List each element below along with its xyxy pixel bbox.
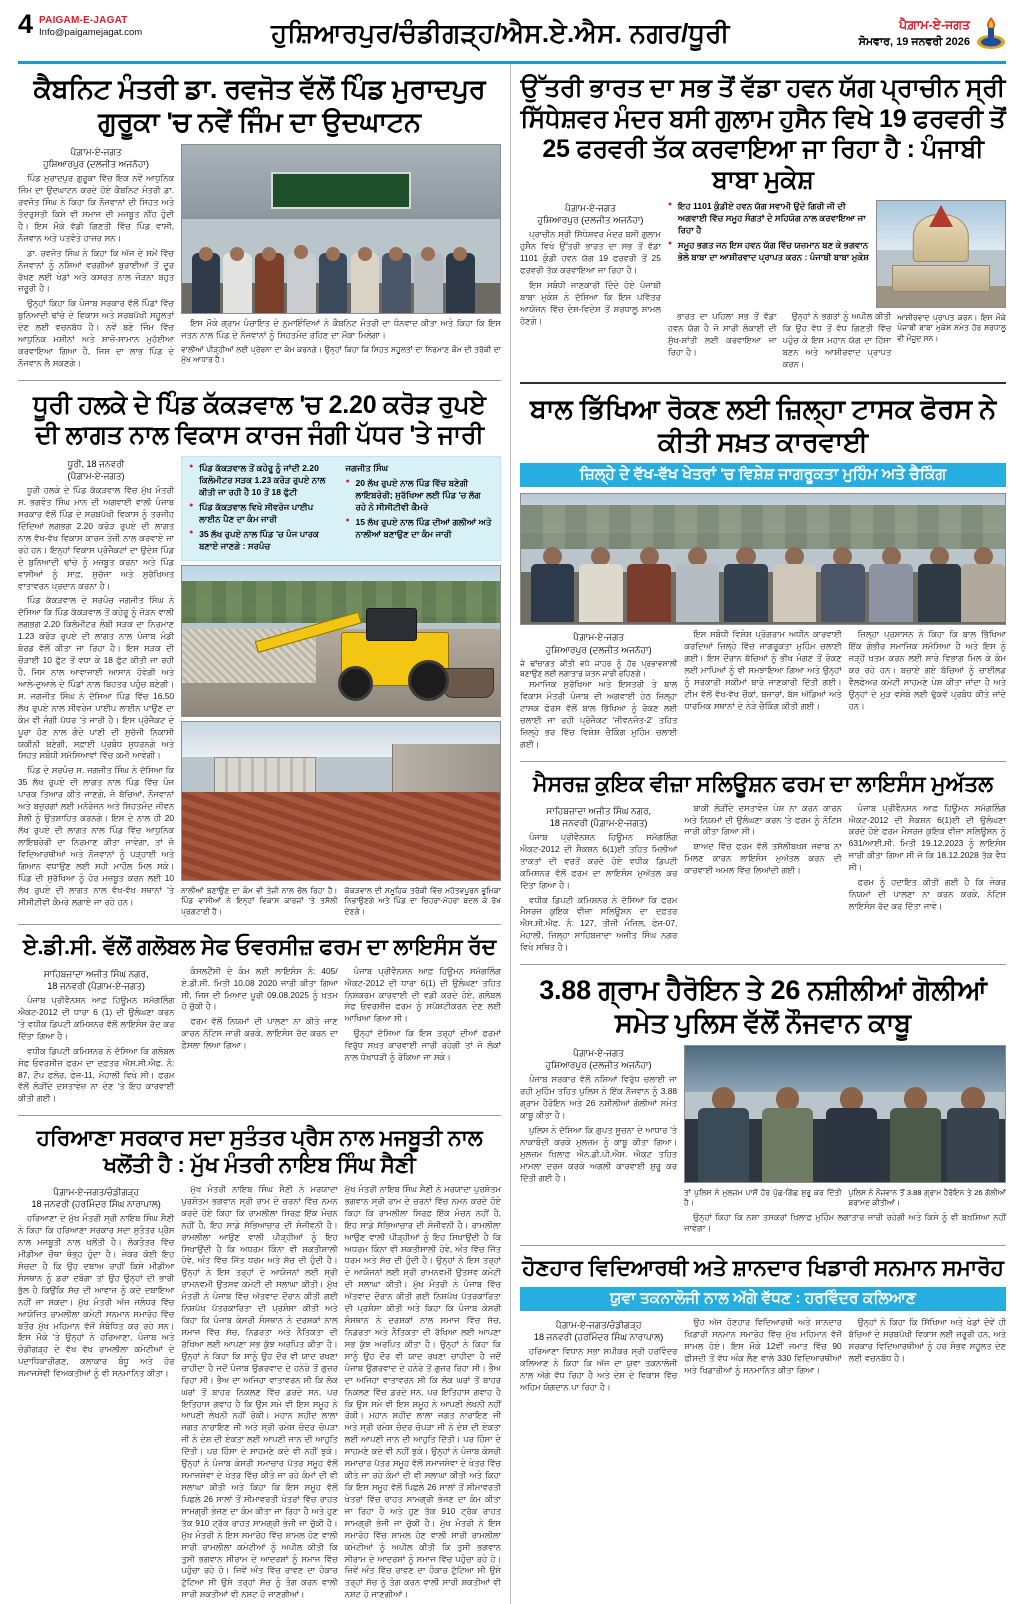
story4-col1 xyxy=(18,1184,174,1604)
paragraph: ਪੰਜਾਬ ਪ੍ਰੀਵੈਨਸ਼ਨ ਆਫ਼ ਹਿਊਮਨ ਸਮੱਗਲਿੰਗ ਐਕਟ-2012 ਦੀ ਧਾਰਾ 6(1) ਦੀ ਉਲੰਘਣਾ ਤਹਿਤ ਨਿਸ਼ਕਰਮ ਕਾਰਵਾਈ ਦੀ ਵਡੀ ਕਰਦੇ ਹੋਏ, ਗਲੋਬਲ ਸੇਫ ਓਵਰਸੀਜ਼ ਫਰਮ ਨੂੰ ਸਪੱਸ਼ਟੀਕਰਨ ਦੇਣ ਲਈ ਆਖਿਆ ਗਿਆ ਸੀ। xyxy=(344,965,501,1024)
story2-byline xyxy=(18,458,174,482)
paragraph: ਸਮਾਜਿਕ ਸੁਰੱਖਿਆ ਅਤੇ ਇਸਤਰੀ ਤੇ ਬਾਲ ਵਿਕਾਸ ਮੰਤਰੀ ਪੰਜਾਬ ਦੀ ਅਗਵਾਈ ਹੇਠ ਜ਼ਿਲ੍ਹਾ ਟਾਸਕ ਫੋਰਸ ਵੱਲੋਂ ਬਾਲ ਭਿੱਖਿਆ ਨੂੰ ਰੋਕਣ ਲਈ ਚਲਾਈ ਜਾ ਰਹੀ ਪ੍ਰੋਜੈਕਟ 'ਜੀਵਨਜੋਤ-2' ਤਹਿਤ ਜ਼ਿਲ੍ਹੇ ਭਰ ਵਿੱਚ ਵਿਸ਼ੇਸ਼ ਚੈਕਿੰਗ ਮੁਹਿੰਮ ਚਲਾਈ ਗਈ। xyxy=(520,679,678,749)
paragraph: ਮੁੱਖ ਮੰਤਰੀ ਨਾਇਬ ਸਿੰਘ ਸੈਣੀ ਨੇ ਮਰਯਾਦਾ ਪੁਰਸ਼ੋਤਮ ਭਗਵਾਨ ਸ੍ਰੀ ਰਾਮ ਦੇ ਚਰਨਾਂ ਵਿੱਚ ਨਮਨ ਕਰਦੇ ਹੋਏ ਕਿਹਾ ਕਿ ਰਾਮਲੀਲਾ ਸਿਰਫ਼ ਇੱਕ ਮੰਚਨ ਨਹੀਂ ਹੈ, ਇਹ ਸਾਡੇ ਸੱਭਿਆਚਾਰ ਦੀ ਸੰਜੀਵਨੀ ਹੈ। ਰਾਮਲੀਲਾ ਆਉਣ ਵਾਲੀ ਪੀੜ੍ਹੀਆਂ ਨੂੰ ਇਹ ਸਿਖਾਉਂਦੀ ਹੈ ਕਿ ਅਧਰਮ ਕਿੰਨਾ ਵੀ ਸ਼ਕਤੀਸ਼ਾਲੀ ਹੋਵੇ, ਅੰਤ ਵਿੱਚ ਜਿੱਤ ਧਰਮ ਅਤੇ ਸੱਚ ਦੀ ਹੁੰਦੀ ਹੈ। ਉਨ੍ਹਾਂ ਨੇ ਇਸ ਤਰ੍ਹਾਂ ਦੇ ਆਯੋਜਨਾਂ ਲਈ ਸ੍ਰੀ ਰਾਮਨਵਮੀ ਉਤਸਵ ਕਮੇਟੀ ਦੀ ਸਲਾਘਾ ਕੀਤੀ। ਮੁੱਖ ਮੰਤਰੀ ਨੇ ਪੰਜਾਬ ਵਿੱਚ ਅੱਤਵਾਦ ਦੌਰਾਨ ਕੀਤੀ ਗਈ ਨਿਸ਼ਪੱਖ ਪੱਤਰਕਾਰਿਤਾ ਦੀ ਪ੍ਰਸ਼ੰਸਾ ਕੀਤੀ ਅਤੇ ਕਿਹਾ ਕਿ ਪੰਜਾਬ ਕੇਸਰੀ ਸੰਸਥਾਨ ਨੇ ਦਰਸ਼ਕਾਂ ਨਾਲ ਸਮਾਜ ਵਿੱਚ ਸੱਚ, ਨਿਡਰਤਾ ਅਤੇ ਨੈਤਿਕਤਾ ਦੀ ਰੱਖਿਆ ਲਈ ਆਪਣਾ ਸਭ ਕੁੱਝ ਅਰਪਿਤ ਕੀਤਾ ਹੈ। ਉਨ੍ਹਾਂ ਨੇ ਕਿਹਾ ਕਿ ਸਾਨੂੰ ਉਹ ਦੌਰ ਵੀ ਯਾਦ ਰਖਣਾ ਚਾਹੀਦਾ ਹੈ ਜਦੋਂ ਪੰਜਾਬ ਉਗਰਵਾਦ ਦੇ ਹਨੇਰੇ ਤੋਂ ਗੁਜ਼ਰ ਰਿਹਾ ਸੀ। ਭੈਅ ਦਾ ਅਜਿਹਾ ਵਾਤਾਵਰਨ ਸੀ ਕਿ ਲੋਕ ਘਰਾਂ ਤੋਂ ਬਾਹਰ ਨਿਕਲਣ ਵਿੱਚ ਡਰਦੇ ਸਨ, ਪਰ ਇਤਿਹਾਸ ਗਵਾਹ ਹੈ ਕਿ ਉਸ ਸਮੇ ਵੀ ਇਸ ਸਮੂਹ ਨੇ ਆਪਣੀ ਲੇਖਨੀ ਨਹੀਂ ਰੋਕੀ। ਮਹਾਨ ਸ਼ਹੀਦ ਲਾਲਾ ਜਗਤ ਨਾਰਾਇਣ ਜੀ ਅਤੇ ਸ੍ਰੀ ਰਮੇਸ਼ ਚੰਦਰ ਚੋਪੜਾ ਜੀ ਨੇ ਦੇਸ਼ ਦੀ ਏਕਤਾ ਲਈ ਆਪਣੀ ਜਾਨ ਦੀ ਆਹੁਤਿ ਦਿੱਤੀ। ਪਰ ਹਿੰਸਾ ਦੇ ਸਾਹਮਣੇ ਕਦੇ ਵੀ ਨਹੀਂ ਝੁਕੇ। ਉਨ੍ਹਾਂ ਨੇ ਪੰਜਾਬ ਕੇਸਰੀ ਸਮਾਚਾਰ ਪੱਤਰ ਸਮੂਹ ਵੱਲੋਂ ਸਮਾਜਸੇਵਾ ਦੇ ਖੇਤਰ ਵਿੱਚ ਕੀਤੇ ਜਾ ਰਹੇ ਕੰਮਾਂ ਦੀ ਵੀ ਸਲਾਘਾ ਕੀਤੀ ਅਤੇ ਕਿਹਾ ਕਿ ਇਸ ਸਮੂਹ ਵੱਲੋਂ ਪਿਛਲੇ 26 ਸਾਲਾਂ ਤੋਂ ਸੀਮਾਵਰਤੀ ਖੇਤਰਾਂ ਵਿੱਚ ਰਾਹਤ ਸਾਮਗ੍ਰੀ ਭੇਜਣ ਦਾ ਕੰਮ ਕੀਤਾ ਜਾ ਰਿਹਾ ਹੈ ਅਤੇ ਹੁਣ ਤੱਕ 910 ਟ੍ਰੱਕ ਰਾਹਤ ਸਾਮਗ੍ਰੀ ਭੇਜੀ ਜਾ ਚੁੱਕੀ ਹੈ। ਮੁੱਖ ਮੰਤਰੀ ਨੇ ਇਸ ਸਮਾਰੋਹ ਵਿੱਚ ਸ਼ਾਮਲ ਹੋਣ ਵਾਲੀ ਸਾਰੀ ਰਾਮਲੀਲਾ ਕਮੇਟੀਆਂ ਨੂੰ ਅਪੀਲ ਕੀਤੀ ਕਿ ਤੁਸੀ ਭਗਵਾਨ ਸੀਰਾਮ ਦੇ ਆਦਰਸ਼ਾਂ ਨੂੰ ਸਮਾਜ ਵਿੱਚ ਪਹੁੰਚਾ ਰਹੇ ਹੋ। ਜਿਵੇਂ ਅੰਤ ਵਿੱਚ ਰਾਵਣ ਦਾ ਹੰਕਾਰ ਟੁੱਟਿਆ ਸੀ ਉਸੇ ਤਰ੍ਹਾਂ ਸੱਚ ਨੂੰ ਤੰਗ ਕਰਨ ਵਾਲੀ ਸਾਰੀ ਸ਼ਕਤੀਆਂ ਵੀ ਨਸ਼ਟ ਹੋ ਜਾਣਗੀਆਂ। xyxy=(344,1183,501,1600)
paragraph: ਫਰਮ ਨੂੰ ਹਦਾਇਤ ਕੀਤੀ ਗਈ ਹੈ ਕਿ ਜੇਕਰ ਨਿਯਮਾਂ ਦੀ ਪਾਲਣਾ ਨਾ ਕਰਨ ਕਰਕੇ, ਨੋਟਿਸ ਲਾਇਸੰਸ ਰੱਦ ਕਰ ਦਿੱਤਾ ਜਾਵੇ। xyxy=(848,877,1006,911)
masthead-right xyxy=(859,12,1006,50)
story9-col1 xyxy=(520,1317,677,1397)
story4-headline: ਹਰਿਆਣਾ ਸਰਕਾਰ ਸਦਾ ਸੁਤੰਤਰ ਪ੍ਰੈਸ ਨਾਲ ਮਜਬੂਤੀ ਨਾਲ ਖਲੋਂਤੀ ਹੈ : ਮੁੱਖ ਮੰਤਰੀ ਨਾਇਬ ਸਿੰਘ ਸੈਣੀ xyxy=(36,1125,483,1178)
story5-bottom-row xyxy=(668,311,1006,374)
paragraph: ਇਸ ਸਬੰਧੀ ਜਾਣਕਾਰੀ ਦਿੰਦੇ ਹੋਏ ਪੰਜਾਬੀ ਬਾਬਾ ਮੁਕੇਸ਼ ਨੇ ਦੱਸਿਆ ਕਿ ਇਸ ਪਵਿੱਤਰ ਆਯੋਜਨ ਵਿੱਚ ਦੇਸ਼-ਵਿਦੇਸ਼ ਤੋਂ ਸ਼ਰਧਾਲੂ ਸ਼ਾਮਲ ਹੋਣਗੇ। xyxy=(520,279,661,326)
story6-caption: ਜੇ ਢਾਂਚਾਗਤ ਕੀਤੀ ਵਧੇ ਜਾਹਰ ਨੂੰ ਹੋਰ ਪ੍ਰਭਾਵਸ਼ਾਲੀ ਬਣਾਉਣ ਲਈ ਲਗਾਤਾਰ ਯਤਨ ਜਾਰੀ ਰਹਿਣਗੇ। xyxy=(520,658,678,679)
list-item: ● 15 ਲੱਖ ਰੁਪਏ ਨਾਲ ਪਿੰਡ ਦੀਆਂ ਗਲੀਆਂ ਅਤੇ ਨਾਲੀਆਂ ਬਣਾਉਣ ਦਾ ਕੰਮ ਜਾਰੀ xyxy=(346,516,493,540)
story3-byline-1: ਸਾਹਿਬਜ਼ਾਦਾ ਅਜੀਤ ਸਿੰਘ ਨਗਰ, xyxy=(43,968,149,979)
brand-email: Info@paigamejagat.com xyxy=(39,27,143,38)
story7-headline: ਮੈਸਰਜ਼ ਕੁਇਕ ਵੀਜ਼ਾ ਸਲਿਊਸ਼ਨ ਫਰਮ ਦਾ ਲਾਇਸੰਸ ਮੁਅੱਤਲ xyxy=(533,770,993,796)
inauguration-group-photo xyxy=(181,144,501,314)
story7-byline xyxy=(520,805,677,829)
story2-caption-right: ਕੱਕੜਵਾਲ ਦੀ ਸਮੂਹਿਕ ਤਰੱਕੀ ਵਿੱਚ ਮਹੱਤਵਪੂਰਨ ਭੂਮਿਕਾ ਨਿਭਾਉਣਗੇ ਅਤੇ ਪਿੰਡ ਦਾ ਚਿਹਰਾ-ਮੋਹਰਾ ਬਦਲ ਕੇ ਰੱਖ ਦੇਣਗੇ। xyxy=(344,886,501,916)
masthead-right-text xyxy=(859,18,970,49)
story3-byline-2: 18 ਜਨਵਰੀ (ਪੈਗ਼ਾਮ-ਏ-ਜਗਤ) xyxy=(47,980,145,991)
story8-caption-left: ਤਾਂ ਪੁਲਿਸ ਨੇ ਮੁਲਜ਼ਮ ਪਾਸੋਂ ਹੋਰ ਪੁੱਛ-ਗਿੱਛ ਸ਼ੁਰੂ ਕਰ ਦਿੱਤੀ ਹੈ। xyxy=(684,1188,842,1208)
paragraph: ਉਨ੍ਹਾਂ ਨੇ ਕਿਹਾ ਕਿ ਸਿੱਖਿਆ ਅਤੇ ਖੇਡਾਂ ਦੋਵੇਂ ਹੀ ਬੱਚਿਆਂ ਦੇ ਸਰਬਪੱਖੀ ਵਿਕਾਸ ਲਈ ਜ਼ਰੂਰੀ ਹਨ, ਅਤੇ ਸਰਕਾਰ ਵਿਦਿਆਰਥੀਆਂ ਨੂੰ ਹਰ ਸੰਭਵ ਸਹੂਲਤ ਦੇਣ ਲਈ ਵਚਨਬੱਧ ਹੈ। xyxy=(848,1317,1006,1363)
story8-col1 xyxy=(520,1045,677,1238)
list-item: ● ਇਹ 1101 ਕੁੰਡੀਏ ਹਵਨ ਯੱਗ ਸਵਾਮੀ ਉਦੇ ਗਿਰੀ ਜੀ ਦੀ ਅਗਵਾਈ ਵਿੱਚ ਸਮੂਹ ਸੰਗਤਾਂ ਦੇ ਸਹਿਯੋਗ ਨਾਲ ਕਰਵਾਇਆ ਜਾ ਰਿਹਾ ਹੈ xyxy=(668,200,870,236)
story6-headline: ਬਾਲ ਭਿੱਖਿਆ ਰੋਕਣ ਲਈ ਜ਼ਿਲ੍ਹਾ ਟਾਸਕ ਫੋਰਸ ਨੇ ਕੀਤੀ ਸਖ਼ਤ ਕਾਰਵਾਈ xyxy=(530,393,996,457)
paragraph: ਉਨ੍ਹਾਂ ਕਿਹਾ ਕਿ ਪੰਜਾਬ ਸਰਕਾਰ ਵੱਲੋਂ ਪਿੰਡਾਂ ਵਿੱਚ ਬੁਨਿਆਦੀ ਢਾਂਚੇ ਦੇ ਵਿਕਾਸ ਅਤੇ ਸਰਬਪੱਖੀ ਸਹੂਲਤਾਂ ਦੇਣ ਲਈ ਵਚਨਬੱਧ ਹੈ। ਨਵੇਂ ਬਣੇ ਜਿੰਮ ਵਿੱਚ ਆਧੁਨਿਕ ਮਸ਼ੀਨਾਂ ਅਤੇ ਸਾਜ਼ੋ-ਸਾਮਾਨ ਮੁਹੱਈਆ ਕਰਵਾਇਆ ਗਿਆ ਹੈ, ਜਿਸ ਦਾ ਲਾਭ ਪਿੰਡ ਦੇ ਨੌਜਵਾਨ ਲੈ ਸਕਣਗੇ। xyxy=(18,298,175,368)
story8-byline-2: ਹੁਸ਼ਿਆਰਪੁਰ (ਦਲਜੀਤ ਅਜਨੋਹਾ) xyxy=(545,1060,652,1071)
left-column xyxy=(18,64,510,1604)
right-column xyxy=(510,64,1006,1604)
paragraph: ਪਿੰਡ ਦੇ ਸਰਪੰਚ ਸ. ਜਗਜੀਤ ਸਿੰਘ ਨੇ ਦੱਸਿਆ ਕਿ 35 ਲੱਖ ਰੁਪਏ ਦੀ ਲਾਗਤ ਨਾਲ ਪਿੰਡ ਵਿੱਚ ਪੰਜ ਪਾਰਕ ਤਿਆਰ ਕੀਤੇ ਜਾਣਗੇ, ਜੋ ਬੱਚਿਆਂ, ਨੌਜਵਾਨਾਂ ਅਤੇ ਬਜ਼ੁਰਗਾਂ ਲਈ ਮਨੋਰੰਜਨ ਅਤੇ ਸਿਹਤਮੰਦ ਜੀਵਨ ਸ਼ੈਲੀ ਨੂੰ ਉਤਸ਼ਾਹਿਤ ਕਰਨਗੇ। ਇਸ ਦੇ ਨਾਲ ਹੀ 20 ਲੱਖ ਰੁਪਏ ਦੀ ਲਾਗਤ ਨਾਲ ਪਿੰਡ ਵਿੱਚ ਆਧੁਨਿਕ ਲਾਇਬਰੇਰੀ ਦਾ ਨਿਰਮਾਣ ਕੀਤਾ ਜਾਵੇਗਾ, ਤਾਂ ਜੋ ਵਿਦਿਆਰਥੀਆਂ ਅਤੇ ਨੌਜਵਾਨਾਂ ਨੂੰ ਪੜ੍ਹਾਈ ਅਤੇ ਗਿਆਨ ਵਧਾਉਣ ਲਈ ਸਹੀ ਮਾਹੌਲ ਮਿਲ ਸਕੇ। ਪਿੰਡ ਦੀ ਸੁਰੱਖਿਆ ਨੂੰ ਹੋਰ ਮਜ਼ਬੂਤ ਕਰਨ ਲਈ 10 ਲੱਖ ਰੁਪਏ ਦੀ ਲਾਗਤ ਨਾਲ ਵੱਖ-ਵੱਖ ਸਥਾਨਾਂ 'ਤੇ ਸੀਸੀਟੀਵੀ ਕੈਮਰੇ ਲਗਾਏ ਜਾ ਰਹੇ ਹਨ। xyxy=(18,765,175,907)
brand-name: PAIGAM-E-JAGAT xyxy=(39,15,128,26)
logo-wordmark: ਪੈਗ਼ਾਮ-ਏ-ਜਗਤ xyxy=(899,17,970,32)
divider xyxy=(18,924,501,925)
story2-bullets-left xyxy=(189,462,336,555)
divider xyxy=(18,380,501,381)
paragraph: ਹਰਿਆਣਾ ਵਿਧਾਨ ਸਭਾ ਸਪੀਕਰ ਸ੍ਰੀ ਹਰਵਿੰਦਰ ਕਲਿਆਣ ਨੇ ਕਿਹਾ ਕਿ ਅੱਜ ਦਾ ਯੁਵਾ ਤਕਨਾਲੋਜੀ ਨਾਲ ਅੱਗੇ ਵੱਧ ਰਿਹਾ ਹੈ ਅਤੇ ਦੇਸ਼ ਦੇ ਵਿਕਾਸ ਵਿੱਚ ਅਹਿਮ ਯੋਗਦਾਨ ਪਾ ਰਿਹਾ ਹੈ। xyxy=(520,1346,678,1393)
paragraph: ਪੰਜਾਬ ਸਰਕਾਰ ਵੱਲੋਂ ਨਸ਼ਿਆਂ ਵਿਰੁੱਧ ਚਲਾਈ ਜਾ ਰਹੀ ਮੁਹਿੰਮ ਤਹਿਤ ਪੁਲਿਸ ਨੇ ਇੱਕ ਨੌਜਵਾਨ ਨੂੰ 3.88 ਗ੍ਰਾਮ ਹੈਰੋਇਨ ਅਤੇ 26 ਨਸ਼ੀਲੀਆਂ ਗੋਲੀਆਂ ਸਮੇਤ ਕਾਬੂ ਕੀਤਾ ਹੈ। xyxy=(520,1074,678,1121)
story7-col1 xyxy=(520,803,677,958)
paragraph: ਹਰਿਆਣਾ ਦੇ ਮੁੱਖ ਮੰਤਰੀ ਸ੍ਰੀ ਨਾਇਬ ਸਿੰਘ ਸੈਣੀ ਨੇ ਕਿਹਾ ਕਿ ਹਰਿਆਣਾ ਸਰਕਾਰ ਸਦਾ ਸੁਤੰਤਰ ਪ੍ਰੈਸ ਨਾਲ ਮਜਬੂਤੀ ਨਾਲ ਖਲੋਂਤੀ ਹੈ। ਲੋਕਤੰਤਰ ਵਿੱਚ ਮੀਡੀਆ ਚੌਥਾ ਥੰਭ੍ਹ ਹੁੰਦਾ ਹੈ। ਜੇਕਰ ਕੋਈ ਇਹ ਸੋਚਦਾ ਹੈ ਕਿ ਉਹ ਦਬਾਅ ਰਾਹੀਂ ਕਿਸੇ ਮੀਡੀਆ ਸੰਸਥਾਨ ਨੂੰ ਡਰਾ ਦਬੋਗਾ ਤਾਂ ਉਹ ਉਨ੍ਹਾਂ ਦੀ ਭਾਰੀ ਭੁੱਲ ਹੈ ਕਿਉਂਕਿ ਸੱਚ ਦੀ ਆਵਾਜ਼ ਨੂੰ ਕਦੇ ਦਬਾਇਆ ਨਹੀਂ ਜਾ ਸਕਦਾ। ਮੁੱਖ ਮੰਤਰੀ ਅੱਜ ਜਲੰਧਰ ਵਿੱਚ ਆਯੋਜਿਤ ਰਾਮਲੀਲਾ ਕਮੇਟੀ ਸਨਮਾਨ ਸਮਾਰੋਹ ਵਿੱਚ ਬਤੌਰ ਮੁੱਖ ਮਹਿਮਾਨ ਵੱਜੋਂ ਸੰਬੋਧਿਤ ਕਰ ਰਹੇ ਸਨ। ਇਸ ਮੌਕੇ 'ਤੇ ਉਨ੍ਹਾਂ ਨੇ ਹਰਿਆਣਾ, ਪੰਜਾਬ ਅਤੇ ਚੰਡੀਗੜ੍ਹ ਦੇ ਵੱਖ ਵੱਖ ਰਾਮਲੀਲਾ ਕਮੇਟੀਆਂ ਦੇ ਪਦਾਧਿਕਾਰੀਗਣ, ਕਲਾਕਾਰ ਬੰਧੂ ਅਤੇ ਹੋਰ ਸਮਾਜਸੇਵੀ ਵਿਅਕਤੀਆਂ ਨੂੰ ਵੀ ਸਨਮਾਨਿਤ ਕੀਤਾ। xyxy=(18,1213,175,1379)
siddheshwar-temple-photo xyxy=(876,200,1006,308)
story5-media-col xyxy=(668,200,1006,374)
story9-byline xyxy=(520,1319,677,1343)
page-columns xyxy=(18,64,1006,1604)
story3-headline: ਏ.ਡੀ.ਸੀ. ਵੱਲੋਂ ਗਲੋਬਲ ਸੇਫ ਓਵਰਸੀਜ਼ ਫਰਮ ਦਾ ਲਾਇਸੰਸ ਰੱਦ xyxy=(22,933,497,959)
paragraph: ਪੰਜਾਬ ਪ੍ਰੀਵੈਨਸ਼ਨ ਆਫ਼ ਹਿਊਮਨ ਸਮੱਗਲਿੰਗ ਐਕਟ-2012 ਦੀ ਸੈਕਸ਼ਨ 6(1)ਈ ਦੀ ਉਲੰਘਣਾ ਕਰਦੇ ਹੋਏ ਫਰਮ ਮੈਸਰਜ਼ ਕੁਇਕ ਵੀਜ਼ਾ ਸਲਿਊਸ਼ਨ ਨੂੰ 631/ਆਈ.ਸੀ. ਮਿਤੀ 19.12.2023 ਨੂੰ ਲਾਇਸੰਸ ਜਾਰੀ ਕੀਤਾ ਗਿਆ ਸੀ ਜੋ ਕਿ 18.12.2028 ਤੱਕ ਵੈਧ ਸੀ। xyxy=(848,802,1006,873)
divider xyxy=(18,1115,501,1116)
story5-caption: ਆਸ਼ੀਰਵਾਦ ਪ੍ਰਾਪਤ ਕਰਨ। ਇਸ ਮੌਕੇ ਪੰਜਾਬੀ ਬਾਬਾ ਮੁਕੇਸ਼ ਸਮੇਤ ਹੋਰ ਸ਼ਰਧਾਲੂ ਵੀ ਮੌਜੂਦ ਸਨ। xyxy=(897,313,1006,343)
paragraph: ਜ਼ਿਲ੍ਹਾ ਪ੍ਰਸ਼ਾਸਨ ਨੇ ਕਿਹਾ ਕਿ ਬਾਲ ਭਿੱਖਿਆ ਇੱਕ ਗੰਭੀਰ ਸਮਾਜਿਕ ਸਮੱਸਿਆ ਹੈ ਅਤੇ ਇਸ ਨੂੰ ਜੜ੍ਹੋਂ ਖ਼ਤਮ ਕਰਨ ਲਈ ਸਾਰੇ ਵਿਭਾਗ ਮਿਲ ਕੇ ਕੰਮ ਕਰ ਰਹੇ ਹਨ। ਬਚਾਏ ਗਏ ਬੱਚਿਆਂ ਨੂੰ ਚਾਈਲਡ ਵੈਲਫੇਅਰ ਕਮੇਟੀ ਸਾਹਮਣੇ ਪੇਸ਼ ਕੀਤਾ ਜਾਂਦਾ ਹੈ ਅਤੇ ਉਨ੍ਹਾਂ ਦੇ ਮੁੜ ਵਸੇਬੇ ਲਈ ਢੁੱਕਵੇਂ ਪ੍ਰਬੰਧ ਕੀਤੇ ਜਾਂਦੇ ਹਨ। xyxy=(848,629,1006,712)
divider xyxy=(520,761,1006,762)
story4-body xyxy=(18,1184,501,1604)
paragraph: ਭਾਰਤ ਦਾ ਪਹਿਲਾ ਸਭ ਤੋਂ ਵੱਡਾ ਹਵਨ ਯੱਗ ਹੈ ਜੋ ਸਾਰੀ ਲੋਕਾਈ ਦੀ ਸੁੱਖ-ਸ਼ਾਂਤੀ ਲਈ ਕਰਵਾਇਆ ਜਾ ਰਿਹਾ ਹੈ। xyxy=(667,311,777,357)
list-item: ● 20 ਲੱਖ ਰੁਪਏ ਨਾਲ ਪਿੰਡ ਵਿੱਚ ਬਣੇਗੀ ਲਾਇਬਰੇਰੀ; ਸੁਰੱਖਿਆ ਲਈ ਪਿੰਡ 'ਚ ਲੱਗ ਰਹੇ ਨੇ ਸੀਸੀਟੀਵੀ ਕੈਮਰੇ xyxy=(346,477,493,513)
paragraph: ਫਰਮ ਵੱਲੋਂ ਨਿਯਮਾਂ ਦੀ ਪਾਲਣਾ ਨਾ ਕੀਤੇ ਜਾਣ ਕਾਰਨ ਨੋਟਿਸ ਜਾਰੀ ਕਰਕੇ, ਲਾਇਸੰਸ ਰੱਦ ਕਰਨ ਦਾ ਫ਼ੈਸਲਾ ਲਿਆ ਗਿਆ। xyxy=(181,1016,338,1051)
paragraph: ਬਾਕੀ ਲੋੜੀਂਦੇ ਦਸਤਾਵੇਜ਼ ਪੇਸ਼ ਨਾ ਕਰਨ ਕਾਰਨ ਅਤੇ ਨਿਯਮਾਂ ਦੀ ਉਲੰਘਣਾ ਕਰਨ 'ਤੇ ਫਰਮ ਨੂੰ ਨੋਟਿਸ ਜਾਰੀ ਕੀਤਾ ਗਿਆ ਸੀ। xyxy=(684,802,842,837)
story8-byline xyxy=(520,1047,677,1071)
story4-byline-1: ਪੈਗ਼ਾਮ-ਏ-ਜਗਤ/ਚੰਡੀਗੜ੍ਹ xyxy=(53,1186,140,1197)
story1-col1 xyxy=(18,144,174,373)
story2-captions xyxy=(181,884,501,917)
divider xyxy=(520,964,1006,965)
story5-top-row xyxy=(668,200,1006,308)
story4-col3 xyxy=(345,1184,501,1604)
story6-subhead-band: ਜ਼ਿਲ੍ਹੇ ਦੇ ਵੱਖ-ਵੱਖ ਖੇਤਰਾਂ 'ਚ ਵਿਸ਼ੇਸ਼ ਜਾਗਰੂਕਤਾ ਮੁਹਿੰਮ ਅਤੇ ਚੈਕਿੰਗ xyxy=(520,463,1006,487)
paragraph: ਪੰਜਾਬ ਪ੍ਰੀਵੈਨਸ਼ਨ ਆਫ਼ ਹਿਊਮਨ ਸਮੱਗਲਿੰਗ ਐਕਟ-2012 ਦੀ ਧਾਰਾ 6 (1) ਦੀ ਉਲੰਘਣਾ ਕਰਨ 'ਤੇ ਵਧੀਕ ਡਿਪਟੀ ਕਮਿਸ਼ਨਰ ਵੱਲੋਂ ਲਾਇਸੰਸ ਰੱਦ ਕਰ ਦਿੱਤਾ ਗਿਆ ਹੈ। xyxy=(18,994,175,1041)
story2-body xyxy=(18,456,501,917)
list-item: ● ਪਿੰਡ ਕੱਕੜਵਾਲ ਵਿਖੇ ਸੀਵਰੇਜ ਪਾਈਪ ਲਾਈਨ ਪੈਣ ਦਾ ਕੰਮ ਜਾਰੀ xyxy=(189,501,336,525)
divider xyxy=(520,1245,1006,1246)
story7-col3 xyxy=(849,803,1006,958)
paragraph: ਕੰਸਲਟੈਂਸੀ ਦੇ ਕੰਮ ਲਈ ਲਾਇਸੰਸ ਨੰ: 405/ਏ.ਡੀ.ਸੀ. ਮਿਤੀ 10.08 2020 ਜਾਰੀ ਕੀਤਾ ਗਿਆ ਸੀ, ਜਿਸ ਦੀ ਮਿਆਦ ਪੂਰੀ 09.08.2025 ਨੂੰ ਖ਼ਤਮ ਹੋ ਚੁੱਕੀ ਹੈ। xyxy=(181,965,338,1012)
story1-photo-col xyxy=(181,144,501,373)
paragraph: ਪ੍ਰਾਚੀਨ ਸ੍ਰੀ ਸਿੱਧੇਸ਼ਵਰ ਮੰਦਰ ਬਸੀ ਗੁਲਾਮ ਹੁਸੈਨ ਵਿਖੇ ਉੱਤਰੀ ਭਾਰਤ ਦਾ ਸਭ ਤੋਂ ਵੱਡਾ 1101 ਕੁੰਡੀ ਹਵਨ ਯੱਗ 19 ਫਰਵਰੀ ਤੋਂ 25 ਫਰਵਰੀ ਤੱਕ ਕਰਵਾਇਆ ਜਾ ਰਿਹਾ ਹੈ। xyxy=(520,229,661,276)
story7-byline-2: 18 ਜਨਵਰੀ (ਪੈਗ਼ਾਮ-ਏ-ਜਗਤ) xyxy=(549,817,648,828)
story2-headline: ਧੂਰੀ ਹਲਕੇ ਦੇ ਪਿੰਡ ਕੱਕੜਵਾਲ 'ਚ 2.20 ਕਰੋੜ ਰੁਪਏ ਦੀ ਲਾਗਤ ਨਾਲ ਵਿਕਾਸ ਕਾਰਜ ਜੰਗੀ ਪੱਧਰ 'ਤੇ ਜਾਰੀ xyxy=(33,390,486,450)
masthead xyxy=(18,0,1006,58)
story1-byline-1: ਪੈਗ਼ਾਮ-ਏ-ਜਗਤ xyxy=(70,146,122,157)
paragraph: ਮੁੱਖ ਮੰਤਰੀ ਨਾਇਬ ਸਿੰਘ ਸੈਣੀ ਨੇ ਮਰਯਾਦਾ ਪੁਰਸ਼ੋਤਮ ਭਗਵਾਨ ਸ੍ਰੀ ਰਾਮ ਦੇ ਚਰਨਾਂ ਵਿੱਚ ਨਮਨ ਕਰਦੇ ਹੋਏ ਕਿਹਾ ਕਿ ਰਾਮਲੀਲਾ ਸਿਰਫ਼ ਇੱਕ ਮੰਚਨ ਨਹੀਂ ਹੈ, ਇਹ ਸਾਡੇ ਸੱਭਿਆਚਾਰ ਦੀ ਸੰਜੀਵਨੀ ਹੈ। ਰਾਮਲੀਲਾ ਆਉਣ ਵਾਲੀ ਪੀੜ੍ਹੀਆਂ ਨੂੰ ਇਹ ਸਿਖਾਉਂਦੀ ਹੈ ਕਿ ਅਧਰਮ ਕਿੰਨਾ ਵੀ ਸ਼ਕਤੀਸ਼ਾਲੀ ਹੋਵੇ, ਅੰਤ ਵਿੱਚ ਜਿੱਤ ਧਰਮ ਅਤੇ ਸੱਚ ਦੀ ਹੁੰਦੀ ਹੈ। ਉਨ੍ਹਾਂ ਨੇ ਇਸ ਤਰ੍ਹਾਂ ਦੇ ਆਯੋਜਨਾਂ ਲਈ ਸ੍ਰੀ ਰਾਮਨਵਮੀ ਉਤਸਵ ਕਮੇਟੀ ਦੀ ਸਲਾਘਾ ਕੀਤੀ। ਮੁੱਖ ਮੰਤਰੀ ਨੇ ਪੰਜਾਬ ਵਿੱਚ ਅੱਤਵਾਦ ਦੌਰਾਨ ਕੀਤੀ ਗਈ ਨਿਸ਼ਪੱਖ ਪੱਤਰਕਾਰਿਤਾ ਦੀ ਪ੍ਰਸ਼ੰਸਾ ਕੀਤੀ ਅਤੇ ਕਿਹਾ ਕਿ ਪੰਜਾਬ ਕੇਸਰੀ ਸੰਸਥਾਨ ਨੇ ਦਰਸ਼ਕਾਂ ਨਾਲ ਸਮਾਜ ਵਿੱਚ ਸੱਚ, ਨਿਡਰਤਾ ਅਤੇ ਨੈਤਿਕਤਾ ਦੀ ਰੱਖਿਆ ਲਈ ਆਪਣਾ ਸਭ ਕੁੱਝ ਅਰਪਿਤ ਕੀਤਾ ਹੈ। ਉਨ੍ਹਾਂ ਨੇ ਕਿਹਾ ਕਿ ਸਾਨੂੰ ਉਹ ਦੌਰ ਵੀ ਯਾਦ ਰਖਣਾ ਚਾਹੀਦਾ ਹੈ ਜਦੋਂ ਪੰਜਾਬ ਉਗਰਵਾਦ ਦੇ ਹਨੇਰੇ ਤੋਂ ਗੁਜ਼ਰ ਰਿਹਾ ਸੀ। ਭੈਅ ਦਾ ਅਜਿਹਾ ਵਾਤਾਵਰਨ ਸੀ ਕਿ ਲੋਕ ਘਰਾਂ ਤੋਂ ਬਾਹਰ ਨਿਕਲਣ ਵਿੱਚ ਡਰਦੇ ਸਨ, ਪਰ ਇਤਿਹਾਸ ਗਵਾਹ ਹੈ ਕਿ ਉਸ ਸਮੇ ਵੀ ਇਸ ਸਮੂਹ ਨੇ ਆਪਣੀ ਲੇਖਨੀ ਨਹੀਂ ਰੋਕੀ। ਮਹਾਨ ਸ਼ਹੀਦ ਲਾਲਾ ਜਗਤ ਨਾਰਾਇਣ ਜੀ ਅਤੇ ਸ੍ਰੀ ਰਮੇਸ਼ ਚੰਦਰ ਚੋਪੜਾ ਜੀ ਨੇ ਦੇਸ਼ ਦੀ ਏਕਤਾ ਲਈ ਆਪਣੀ ਜਾਨ ਦੀ ਆਹੁਤਿ ਦਿੱਤੀ। ਪਰ ਹਿੰਸਾ ਦੇ ਸਾਹਮਣੇ ਕਦੇ ਵੀ ਨਹੀਂ ਝੁਕੇ। ਉਨ੍ਹਾਂ ਨੇ ਪੰਜਾਬ ਕੇਸਰੀ ਸਮਾਚਾਰ ਪੱਤਰ ਸਮੂਹ ਵੱਲੋਂ ਸਮਾਜਸੇਵਾ ਦੇ ਖੇਤਰ ਵਿੱਚ ਕੀਤੇ ਜਾ ਰਹੇ ਕੰਮਾਂ ਦੀ ਵੀ ਸਲਾਘਾ ਕੀਤੀ ਅਤੇ ਕਿਹਾ ਕਿ ਇਸ ਸਮੂਹ ਵੱਲੋਂ ਪਿਛਲੇ 26 ਸਾਲਾਂ ਤੋਂ ਸੀਮਾਵਰਤੀ ਖੇਤਰਾਂ ਵਿੱਚ ਰਾਹਤ ਸਾਮਗ੍ਰੀ ਭੇਜਣ ਦਾ ਕੰਮ ਕੀਤਾ ਜਾ ਰਿਹਾ ਹੈ ਅਤੇ ਹੁਣ ਤੱਕ 910 ਟ੍ਰੱਕ ਰਾਹਤ ਸਾਮਗ੍ਰੀ ਭੇਜੀ ਜਾ ਚੁੱਕੀ ਹੈ। ਮੁੱਖ ਮੰਤਰੀ ਨੇ ਇਸ ਸਮਾਰੋਹ ਵਿੱਚ ਸ਼ਾਮਲ ਹੋਣ ਵਾਲੀ ਸਾਰੀ ਰਾਮਲੀਲਾ ਕਮੇਟੀਆਂ ਨੂੰ ਅਪੀਲ ਕੀਤੀ ਕਿ ਤੁਸੀ ਭਗਵਾਨ ਸੀਰਾਮ ਦੇ ਆਦਰਸ਼ਾਂ ਨੂੰ ਸਮਾਜ ਵਿੱਚ ਪਹੁੰਚਾ ਰਹੇ ਹੋ। ਜਿਵੇਂ ਅੰਤ ਵਿੱਚ ਰਾਵਣ ਦਾ ਹੰਕਾਰ ਟੁੱਟਿਆ ਸੀ ਉਸੇ ਤਰ੍ਹਾਂ ਸੱਚ ਨੂੰ ਤੰਗ ਕਰਨ ਵਾਲੀ ਸਾਰੀ ਸ਼ਕਤੀਆਂ ਵੀ ਨਸ਼ਟ ਹੋ ਜਾਣਗੀਆਂ। xyxy=(181,1183,338,1600)
story6-byline-2: ਹੁਸ਼ਿਆਰਪੁਰ (ਦਲਜੀਤ ਅਜਨੋਹਾ) xyxy=(545,644,652,655)
story2-bullets-right xyxy=(346,462,493,555)
list-item-head: ਜਗਜੀਤ ਸਿੰਘ xyxy=(345,462,389,473)
village-street-rubble-photo xyxy=(181,721,501,881)
paragraph: ਡਾ. ਰਵਜੋਤ ਸਿੰਘ ਨੇ ਕਿਹਾ ਕਿ ਅੱਜ ਦੇ ਸਮੇਂ ਵਿੱਚ ਨੌਜਵਾਨਾਂ ਨੂੰ ਨਸ਼ਿਆਂ ਵਰਗੀਆਂ ਬੁਰਾਈਆਂ ਤੋਂ ਦੂਰ ਰੱਖਣ ਲਈ ਖੇਡਾਂ ਅਤੇ ਕਸਰਤ ਨਾਲ ਜੋੜਨਾ ਬਹੁਤ ਜ਼ਰੂਰੀ ਹੈ। xyxy=(18,247,175,294)
torch-logo-icon xyxy=(976,16,1006,50)
story1-body xyxy=(18,144,501,373)
story8-photo-col xyxy=(684,1045,1006,1238)
police-officers-press-photo xyxy=(684,1045,1006,1183)
masthead-brand-block xyxy=(39,12,142,38)
story-gym-inauguration xyxy=(18,73,501,373)
story5-byline xyxy=(520,202,661,226)
paragraph: ਪੁਲਿਸ ਨੇ ਦੱਸਿਆ ਕਿ ਗੁਪਤ ਸੂਚਨਾ ਦੇ ਆਧਾਰ 'ਤੇ ਨਾਕਾਬੰਦੀ ਕਰਕੇ ਮੁਲਜ਼ਮ ਨੂੰ ਕਾਬੂ ਕੀਤਾ ਗਿਆ। ਮੁਲਜ਼ਮ ਖ਼ਿਲਾਫ਼ ਐਨ.ਡੀ.ਪੀ.ਐਸ. ਐਕਟ ਤਹਿਤ ਮਾਮਲਾ ਦਰਜ ਕਰਕੇ ਅਗਲੀ ਕਾਰਵਾਈ ਸ਼ੁਰੂ ਕਰ ਦਿੱਤੀ ਗਈ ਹੈ। xyxy=(520,1124,678,1183)
story6-col1 xyxy=(520,629,677,753)
story4-col2 xyxy=(181,1184,337,1604)
story-child-begging-taskforce xyxy=(520,393,1006,754)
paragraph: ਵਧੀਕ ਡਿਪਟੀ ਕਮਿਸ਼ਨਰ ਨੇ ਦੱਸਿਆ ਕਿ ਫਰਮ ਮੈਸਰਜ਼ ਕੁਇਕ ਵੀਜ਼ਾ ਸਲਿਊਸ਼ਨ ਦਾ ਦਫ਼ਤਰ ਐਸ.ਸੀ.ਐਫ. ਨੰ: 127, ਤੀਜੀ ਮੰਜ਼ਿਲ, ਫੇਜ਼-07, ਮੋਹਾਲੀ, ਜ਼ਿਲ੍ਹਾ ਸਾਹਿਬਜ਼ਾਦਾ ਅਜੀਤ ਸਿੰਘ ਨਗਰ ਵਿਖੇ ਸਥਿਤ ਹੈ। xyxy=(520,894,678,953)
story9-subhead-band: ਯੁਵਾ ਤਕਨਾਲੋਜੀ ਨਾਲ ਅੱਗੇ ਵੱਧਣ : ਹਰਵਿੰਦਰ ਕਲਿਆਣ xyxy=(520,1287,1006,1311)
story4-byline-2: 18 ਜਨਵਰੀ (ਹਰਮਿੰਦਰ ਸਿੰਘ ਨਾਰਾਪਾਲ) xyxy=(31,1199,161,1210)
story-haryana-cm-press xyxy=(18,1125,501,1604)
story6-body xyxy=(520,629,1006,753)
story8-headline: 3.88 ਗ੍ਰਾਮ ਹੈਰੋਇਨ ਤੇ 26 ਨਸ਼ੀਲੀਆਂ ਗੋਲੀਆਂ ਸਮੇਤ ਪੁਲਿਸ ਵੱਲੋਂ ਨੌਜਵਾਨ ਕਾਬੂ xyxy=(539,975,987,1039)
story6-byline xyxy=(520,631,677,655)
story-heroin-seizure xyxy=(520,974,1006,1238)
paragraph: ਪਿੰਡ ਮੁਰਾਦਪੁਰ ਗੁਰੂਕਾ ਵਿੱਚ ਇਕ ਨਵੇਂ ਆਧੁਨਿਕ ਜਿੰਮ ਦਾ ਉਦਘਾਟਨ ਕਰਦੇ ਹੋਏ ਕੈਬਨਿਟ ਮੰਤਰੀ ਡਾ. ਰਵਜੋਤ ਸਿੰਘ ਨੇ ਕਿਹਾ ਕਿ ਨੌਜਵਾਨਾਂ ਦੀ ਸਿਹਤ ਅਤੇ ਤੰਦਰੁਸਤੀ ਕਿਸੇ ਵੀ ਸਮਾਜ ਦੀ ਮਜਬੂਤ ਨੀਂਹ ਹੁੰਦੀ ਹੈ। ਇਸ ਮੌਕੇ ਵੱਡੀ ਗਿਣਤੀ ਵਿੱਚ ਪਿੰਡ ਵਾਸੀ, ਨੌਜਵਾਨ ਅਤੇ ਪਤਵੰਤੇ ਹਾਜ਼ਰ ਸਨ। xyxy=(18,173,175,243)
story8-caption-right: ਪੁਲਿਸ ਨੇ ਨੌਜਵਾਨ ਤੋਂ 3.88 ਗ੍ਰਾਮ ਹੈਰੋਇਨ ਤੇ 26 ਗੋਲੀਆਂ ਬਰਾਮਦ ਕੀਤੀਆਂ। xyxy=(848,1188,1007,1208)
paragraph: ਧੂਰੀ ਹਲਕੇ ਦੇ ਪਿੰਡ ਕੱਕੜਵਾਲ ਵਿੱਚ ਮੁੱਖ ਮੰਤਰੀ ਸ. ਭਗਵੰਤ ਸਿੰਘ ਮਾਨ ਦੀ ਅਗਵਾਈ ਵਾਲੀ ਪੰਜਾਬ ਸਰਕਾਰ ਵੱਲੋਂ ਪਿੰਡ ਦੇ ਸਰਬਪੱਖੀ ਵਿਕਾਸ ਨੂੰ ਤਰਜੀਹ ਦਿੰਦਿਆਂ ਲਗਭਗ 2.20 ਕਰੋੜ ਰੁਪਏ ਦੀ ਲਾਗਤ ਨਾਲ ਵੱਖ-ਵੱਖ ਵਿਕਾਸ ਕਾਰਜ ਤੇਜ਼ੀ ਨਾਲ ਕਰਵਾਏ ਜਾ ਰਹੇ ਹਨ। ਇਨ੍ਹਾਂ ਵਿਕਾਸ ਪ੍ਰੋਜੈਕਟਾਂ ਦਾ ਉਦੇਸ਼ ਪਿੰਡ ਦੇ ਬੁਨਿਆਦੀ ਢਾਂਚੇ ਨੂੰ ਮਜ਼ਬੂਤ ਕਰਨਾ ਅਤੇ ਪਿੰਡ ਵਾਸੀਆਂ ਨੂੰ ਸਾਫ਼, ਸੁਚੱਜਾ ਅਤੇ ਸੁਰੱਖਿਅਤ ਵਾਤਾਵਰਨ ਪ੍ਰਦਾਨ ਕਰਨਾ ਹੈ। xyxy=(18,485,175,591)
story5-headline: ਉੱਤਰੀ ਭਾਰਤ ਦਾ ਸਭ ਤੋਂ ਵੱਡਾ ਹਵਨ ਯੱਗ ਪ੍ਰਾਚੀਨ ਸ੍ਰੀ ਸਿੱਧੇਸ਼ਵਰ ਮੰਦਰ ਬਸੀ ਗੁਲਾਮ ਹੁਸੈਨ ਵਿਖੇ 19 ਫਰਵਰੀ ਤੋਂ 25 ਫਰਵਰੀ ਤੱਕ ਕਰਵਾਇਆ ਜਾ ਰਿਹਾ ਹੈ : ਪੰਜਾਬੀ ਬਾਬਾ ਮੁਕੇਸ਼ xyxy=(520,74,1006,194)
paragraph: ਪੰਜਾਬ ਪ੍ਰੀਵੈਨਸ਼ਨ ਹਿਊਮਨ ਸਮੱਗਲਿੰਗ ਐਕਟ-2012 ਦੀ ਸੈਕਸ਼ਨ 6(1)ਈ ਤਹਿਤ ਮਿਲੀਆਂ ਤਾਕਤਾਂ ਦੀ ਵਰਤੋਂ ਕਰਦੇ ਹੋਏ ਵਧੀਕ ਡਿਪਟੀ ਕਮਿਸ਼ਨਰ ਵੱਲੋਂ ਫਰਮ ਦਾ ਲਾਇਸੰਸ ਮੁਅੱਤਲ ਕਰ ਦਿੱਤਾ ਗਿਆ ਹੈ। xyxy=(520,831,678,890)
story2-byline-1: ਧੂਰੀ, 18 ਜਨਵਰੀ xyxy=(67,458,125,469)
story-student-athlete-awards xyxy=(520,1255,1006,1397)
story3-col1 xyxy=(18,966,174,1109)
story9-byline-2: 18 ਜਨਵਰੀ (ਹਰਮਿੰਦਰ ਸਿੰਘ ਨਾਰਾਪਾਲ) xyxy=(534,1332,664,1343)
list-item: ● 35 ਲੱਖ ਰੁਪਏ ਨਾਲ ਪਿੰਡ 'ਚ ਪੰਜ ਪਾਰਕ ਬਣਾਏ ਜਾਣਗੇ : ਸਰਪੰਚ xyxy=(189,528,336,552)
story9-headline: ਹੋਣਹਾਰ ਵਿਦਿਆਰਥੀ ਅਤੇ ਸ਼ਾਨਦਾਰ ਖਿਡਾਰੀ ਸਨਮਾਨ ਸਮਾਰੋਹ xyxy=(522,1255,1004,1281)
story9-col3 xyxy=(849,1317,1006,1397)
publication-date: ਸੋਮਵਾਰ, 19 ਜਨਵਰੀ 2026 xyxy=(858,35,970,48)
edition-title: ਹੁਸ਼ਿਆਰਪੁਰ/ਚੰਡੀਗੜ੍ਹ/ਐਸ.ਏ.ਐਸ. ਨਗਰ/ਧੂਰੀ xyxy=(271,18,730,48)
story1-byline-2: ਹੁਸ਼ਿਆਰਪੁਰ (ਦਲਜੀਤ ਅਜਨੋਹਾ) xyxy=(43,159,149,170)
story3-byline xyxy=(18,968,174,992)
story1-caption: ਵਾਲੀਆਂ ਪੀੜ੍ਹੀਆਂ ਲਈ ਪ੍ਰੇਰਨਾ ਦਾ ਕੰਮ ਕਰਨਗੇ। ਉਨ੍ਹਾਂ ਕਿਹਾ ਕਿ ਸਿਹਤ ਸਹੂਲਤਾਂ ਦਾ ਨਿਰਮਾਣ ਕੌਮ ਦੀ ਤਰੱਕੀ ਦਾ ਮੁੱਖ ਆਧਾਰ ਹੈ। xyxy=(181,344,501,364)
story3-col3 xyxy=(345,966,501,1109)
story5-bullets xyxy=(668,200,870,308)
story2-caption-left: ਨਾਲੀਆਂ ਬਣਾਉਣ ਦਾ ਕੰਮ ਵੀ ਤੇਜ਼ੀ ਨਾਲ ਚੱਲ ਰਿਹਾ ਹੈ। ਪਿੰਡ ਵਾਸੀਆਂ ਨੇ ਇਨ੍ਹਾਂ ਵਿਕਾਸ ਕਾਰਜਾਂ 'ਤੇ ਤਸੱਲੀ ਪ੍ਰਗਟਾਈ ਹੈ। xyxy=(181,886,338,916)
story8-byline-1: ਪੈਗ਼ਾਮ-ਏ-ਜਗਤ xyxy=(573,1048,625,1058)
story2-byline-2: (ਪੈਗ਼ਾਮ-ਏ-ਜਗਤ) xyxy=(67,471,125,482)
paragraph: ਉਹ ਅੱਜ ਹੋਣਹਾਰ ਵਿਦਿਆਰਥੀ ਅਤੇ ਸ਼ਾਨਦਾਰ ਖਿਡਾਰੀ ਸਨਮਾਨ ਸਮਾਰੋਹ ਵਿੱਚ ਮੁੱਖ ਮਹਿਮਾਨ ਵੱਜੋਂ ਸ਼ਾਮਲ ਹੋਏ। ਇਸ ਮੌਕੇ 12ਵੀਂ ਜਮਾਤ ਵਿੱਚ 90 ਫੀਸਦੀ ਤੋਂ ਵੱਧ ਅੰਕ ਲੈਣ ਵਾਲੇ 330 ਵਿਦਿਆਰਥੀਆਂ ਅਤੇ ਖਿਡਾਰੀਆਂ ਨੂੰ ਸਨਮਾਨਿਤ ਕੀਤਾ ਗਿਆ। xyxy=(684,1317,842,1375)
page-number: 4 xyxy=(18,9,34,39)
story7-col2 xyxy=(684,803,841,958)
story-kakarwal-development xyxy=(18,390,501,917)
story3-body xyxy=(18,966,501,1109)
paragraph: ਉਨ੍ਹਾਂ ਦੱਸਿਆ ਕਿ ਇਸ ਤਰ੍ਹਾਂ ਦੀਆਂ ਫਰਮਾਂ ਵਿਰੁੱਧ ਸਖ਼ਤ ਕਾਰਵਾਈ ਜਾਰੀ ਰਹੇਗੀ ਤਾਂ ਜੋ ਲੋਕਾਂ ਨਾਲ ਧੋਖਾਧੜੀ ਨੂੰ ਰੋਕਿਆ ਜਾ ਸਕੇ। xyxy=(344,1028,501,1063)
paragraph: ਇਸ ਮੌਕੇ ਗ੍ਰਾਮ ਪੰਚਾਇਤ ਦੇ ਨੁਮਾਇੰਦਿਆਂ ਨੇ ਕੈਬਨਿਟ ਮੰਤਰੀ ਦਾ ਧੰਨਵਾਦ ਕੀਤਾ ਅਤੇ ਕਿਹਾ ਕਿ ਇਸ ਜਤਨ ਨਾਲ ਪਿੰਡ ਦੇ ਨੌਜਵਾਨਾਂ ਨੂੰ ਸਿਹਤਮੰਦ ਰਹਿਣ ਦਾ ਮੌਕਾ ਮਿਲੇਗਾ। xyxy=(181,317,501,340)
story5-byline-1: ਪੈਗ਼ਾਮ-ਏ-ਜਗਤ xyxy=(564,203,616,213)
story2-media-col xyxy=(181,456,501,917)
jcb-road-construction-photo xyxy=(181,565,501,717)
story-global-safe-overseas xyxy=(18,934,501,1108)
paragraph: ਉਨ੍ਹਾਂ ਨੇ ਭਗਤਾਂ ਨੂੰ ਅਪੀਲ ਕੀਤੀ ਕਿ ਉਹ ਵੱਧ ਤੋਂ ਵੱਧ ਗਿਣਤੀ ਵਿੱਚ ਪਹੁੰਚ ਕੇ ਇਸ ਮਹਾਨ ਯੱਗ ਦਾ ਹਿੱਸਾ ਬਣਨ ਅਤੇ ਆਸ਼ੀਰਵਾਦ ਪ੍ਰਾਪਤ ਕਰਨ। xyxy=(782,311,892,369)
story7-body xyxy=(520,803,1006,958)
story6-col2 xyxy=(684,629,841,753)
paragraph: ਇਸ ਸਬੰਧੀ ਵਿਸ਼ੇਸ਼ ਪ੍ਰੋਗਰਾਮ ਅਧੀਨ ਕਾਰਵਾਈ ਕਰਦਿਆਂ ਜ਼ਿਲ੍ਹੇ ਵਿੱਚ ਜਾਗਰੂਕਤਾ ਮੁਹਿੰਮ ਚਲਾਈ ਗਈ। ਇਸ ਦੌਰਾਨ ਬੱਚਿਆਂ ਨੂੰ ਭੀਖ ਮੰਗਣ ਤੋਂ ਰੋਕਣ ਲਈ ਮਾਪਿਆਂ ਨੂੰ ਵੀ ਸਮਝਾਇਆ ਗਿਆ ਅਤੇ ਉਨ੍ਹਾਂ ਨੂੰ ਸਰਕਾਰੀ ਸਕੀਮਾਂ ਬਾਰੇ ਜਾਣਕਾਰੀ ਦਿੱਤੀ ਗਈ। ਟੀਮ ਵੱਲੋਂ ਵੱਖ-ਵੱਖ ਚੌਕਾਂ, ਬਜ਼ਾਰਾਂ, ਬੱਸ ਅੱਡਿਆਂ ਅਤੇ ਧਾਰਮਿਕ ਸਥਾਨਾਂ ਦੇ ਨੇੜੇ ਚੈਕਿੰਗ ਕੀਤੀ ਗਈ। xyxy=(684,629,842,712)
paragraph: ਉਨ੍ਹਾਂ ਕਿਹਾ ਕਿ ਨਸ਼ਾ ਤਸਕਰਾਂ ਖ਼ਿਲਾਫ਼ ਮੁਹਿੰਮ ਲਗਾਤਾਰ ਜਾਰੀ ਰਹੇਗੀ ਅਤੇ ਕਿਸੇ ਨੂੰ ਵੀ ਬਖ਼ਸ਼ਿਆ ਨਹੀਂ ਜਾਵੇਗਾ। xyxy=(684,1211,1006,1234)
awareness-drive-crowd-photo xyxy=(520,493,1006,625)
story8-body xyxy=(520,1045,1006,1238)
story-quick-visa-solution xyxy=(520,771,1006,957)
list-item: ● ਸਮੂਹ ਭਗਤ ਜਨ ਇਸ ਹਵਨ ਯੱਗ ਵਿੱਚ ਯਜ਼ਮਾਨ ਬਣ ਕੇ ਭਗਵਾਨ ਭੋਲੇ ਬਾਬਾ ਦਾ ਆਸ਼ੀਰਵਾਦ ਪ੍ਰਾਪਤ ਕਰਨ : ਪੰਜਾਬੀ ਬਾਬਾ ਮੁਕੇਸ਼ xyxy=(668,239,870,263)
story2-text-col xyxy=(18,456,174,917)
story9-byline-1: ਪੈਗ਼ਾਮ-ਏ-ਜਗਤ/ਚੰਡੀਗੜ੍ਹ xyxy=(555,1320,642,1331)
paragraph: ਬਾਅਦ ਵਿੱਚ ਫਰਮ ਵੱਲੋਂ ਤਸੱਲੀਬਖ਼ਸ਼ ਜਵਾਬ ਨਾ ਮਿਲਣ ਕਾਰਨ ਲਾਇਸੰਸ ਮੁਅੱਤਲ ਕਰਨ ਦੀ ਕਾਰਵਾਈ ਅਮਲ ਵਿੱਚ ਲਿਆਂਦੀ ਗਈ। xyxy=(684,841,842,876)
story6-byline-1: ਪੈਗ਼ਾਮ-ਏ-ਜਗਤ xyxy=(573,632,625,643)
divider xyxy=(520,382,1006,384)
story5-col1 xyxy=(520,200,661,374)
masthead-left xyxy=(18,9,143,39)
story5-body xyxy=(520,200,1006,374)
paragraph: ਪਿੰਡ ਕੱਕੜਵਾਲ ਦੇ ਸਰਪੰਚ ਜਗਜੀਤ ਸਿੰਘ ਨੇ ਦੱਸਿਆ ਕਿ ਪਿੰਡ ਕੱਕੜਵਾਲ ਤੋਂ ਕਹੇਰੂ ਨੂੰ ਜੋੜਨ ਵਾਲੀ ਲਗਭਗ 2.20 ਕਿਲੋਮੀਟਰ ਲੰਬੀ ਸੜਕ ਦਾ ਨਿਰਮਾਣ 1.23 ਕਰੋੜ ਰੁਪਏ ਦੀ ਲਾਗਤ ਨਾਲ ਪੰਜਾਬ ਮੰਡੀ ਬੋਰਡ ਵੱਲੋਂ ਕੀਤਾ ਜਾ ਰਿਹਾ ਹੈ। ਇਸ ਸੜਕ ਦੀ ਚੌੜਾਈ 10 ਫੁੱਟ ਤੋਂ ਵਧਾ ਕੇ 18 ਫੁੱਟ ਕੀਤੀ ਜਾ ਰਹੀ ਹੈ, ਜਿਸ ਨਾਲ ਆਵਾਜਾਈ ਆਸਾਨ ਹੋਵੇਗੀ ਅਤੇ ਆਲੇ-ਦੁਆਲੇ ਦੇ ਪਿੰਡਾਂ ਨਾਲ ਬਿਹਤਰ ਪਹੁੰਚ ਬਣੇਗੀ। ਸ. ਜਗਜੀਤ ਸਿੰਘ ਨੇ ਦੱਸਿਆ ਪਿੰਡ ਵਿੱਚ 16.50 ਲੱਖ ਰੁਪਏ ਨਾਲ ਸੀਵਰੇਜ ਪਾਈਪ ਲਾਈਨ ਪਾਉਣ ਦਾ ਕੰਮ ਵੀ ਜੰਗੀ ਪੱਧਰ 'ਤੇ ਜਾਰੀ ਹੈ। ਇਸ ਪ੍ਰੋਜੈਕਟ ਦੇ ਪੂਰਾ ਹੋਣ ਨਾਲ ਗੰਦੇ ਪਾਣੀ ਦੀ ਸੁਚੱਜੀ ਨਿਕਾਸੀ ਯਕੀਨੀ ਬਣੇਗੀ, ਸਫ਼ਾਈ ਪ੍ਰਬੰਧ ਸੁਧਰਨਗੇ ਅਤੇ ਸਿਹਤ ਸਬੰਧੀ ਸਮੱਸਿਆਵਾਂ ਵਿੱਚ ਕਮੀ ਆਵੇਗੀ। xyxy=(18,595,175,761)
list-item: ● ਪਿੰਡ ਕੱਕੜਵਾਲ ਤੋਂ ਕਹੇਰੂ ਨੂੰ ਜਾਂਦੀ 2.20 ਕਿਲੋਮੀਟਰ ਸੜਕ 1.23 ਕਰੋੜ ਰੁਪਏ ਨਾਲ ਕੀਤੀ ਜਾ ਰਹੀ ਹੈ 10 ਤੋਂ 18 ਫੁੱਟੀ xyxy=(189,462,336,498)
story1-headline: ਕੈਬਨਿਟ ਮੰਤਰੀ ਡਾ. ਰਵਜੋਤ ਵੱਲੋਂ ਪਿੰਡ ਮੁਰਾਦਪੁਰ ਗੁਰੂਕਾ 'ਚ ਨਵੇਂ ਜਿੰਮ ਦਾ ਉਦਘਾਟਨ xyxy=(33,74,486,137)
story6-col3 xyxy=(849,629,1006,753)
story2-highlights-box xyxy=(181,456,501,561)
story9-col2 xyxy=(684,1317,841,1397)
story5-byline-2: ਹੁਸ਼ਿਆਰਪੁਰ (ਦਲਜੀਤ ਅਜਨੋਹਾ) xyxy=(537,215,644,226)
story3-col2 xyxy=(181,966,337,1109)
story9-body xyxy=(520,1317,1006,1397)
story7-byline-1: ਸਾਹਿਬਜ਼ਾਦਾ ਅਜੀਤ ਸਿੰਘ ਨਗਰ, xyxy=(546,805,652,816)
story5-photo-wrap xyxy=(876,200,1006,308)
paragraph: ਵਧੀਕ ਡਿਪਟੀ ਕਮਿਸ਼ਨਰ ਨੇ ਦੱਸਿਆ ਕਿ ਗਲੋਬਲ ਸੇਫ ਓਵਰਸੀਜ਼ ਫਰਮ ਦਾ ਦਫ਼ਤਰ ਐਸ.ਸੀ.ਐਫ. ਨੰ: 87, ਟੌਪ ਫਲੋਰ, ਫੇਜ਼-11, ਮੋਹਾਲੀ ਵਿਖੇ ਸੀ। ਫਰਮ ਵੱਲੋਂ ਲੋੜੀਂਦੇ ਦਸਤਾਵੇਜ਼ ਨਾ ਦੇਣ 'ਤੇ ਇਹ ਕਾਰਵਾਈ ਕੀਤੀ ਗਈ। xyxy=(18,1045,175,1104)
story1-byline xyxy=(18,146,174,170)
story8-captions xyxy=(684,1186,1006,1209)
story4-byline xyxy=(18,1186,174,1210)
story-havan-yagya xyxy=(520,73,1006,374)
